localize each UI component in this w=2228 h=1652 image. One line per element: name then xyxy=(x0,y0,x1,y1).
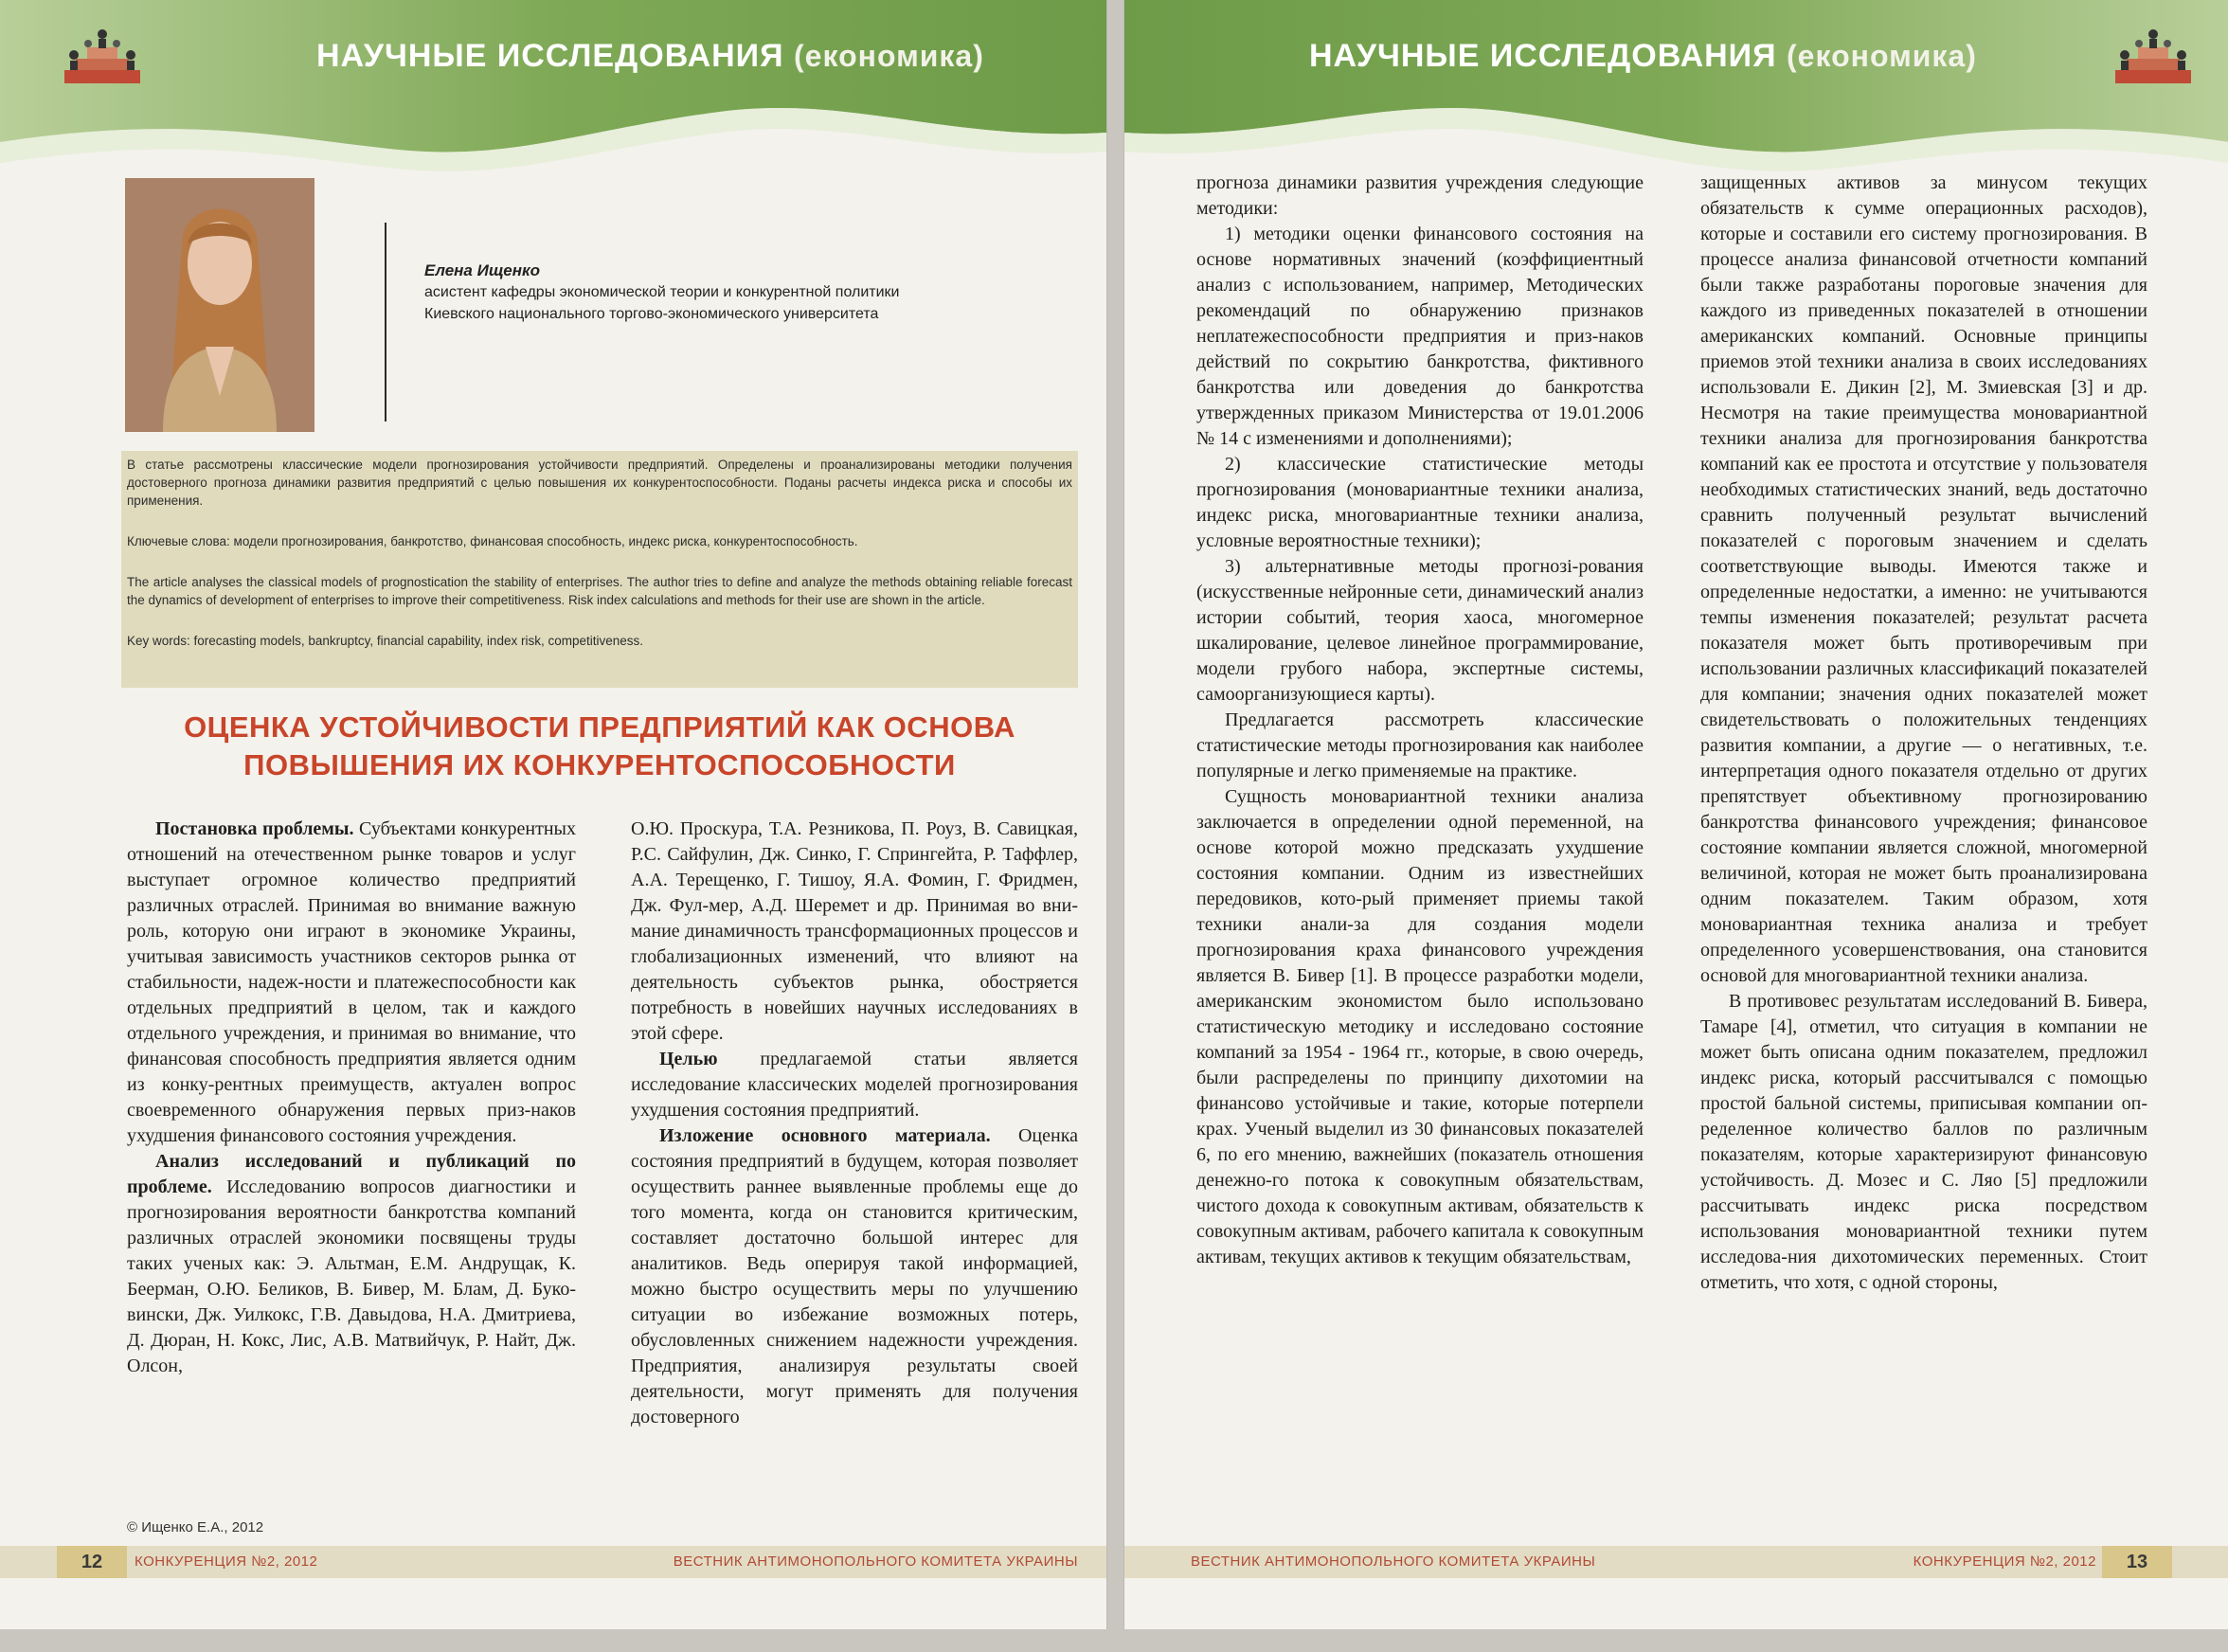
paragraph: 2) классические статистические методы прогнозирования (моновариантные техники анализа, индекс риска, многовариантные техники анализа, условные вероятностные техники); xyxy=(1196,454,1644,551)
author-photo xyxy=(125,178,314,432)
journal-name: КОНКУРЕНЦИЯ №2, 2012 xyxy=(135,1553,318,1570)
paragraph: защищенных активов за минусом текущих обязательств к сумме операционных расходов), которые и составили его систему прогнозирования. В процессе анализа финансовой отчетности компаний были также разработаны пороговые значения для каждого из приведенных показателей в отношении американских компаний. Основные принципы приемов этой техники анализа в своих исследованиях использовали Е. Дикин [2], М. Змиевская [3] и др. Несмотря на такие преимущества моновариантной техники анализа для прогнозирования банкротства компаний как ее простота и отсутствие у пользователя необходимых статистических знаний, ведь достаточно сравнить полученный результат вычислений показателей с пороговым значением и сделать соответствующие выводы. Имеются также и определенные недостатки, а именно: не учитываются темпы изменения показателей; результат расчета показателя может быть противоречивым при использовании различных классификаций показателей для компании; значения одних показателей может свидетельствовать о положительных тенденциях развития компании, а другие — о негативных, т.е. интерпретация одного показателя отдельно от других препятствует объективному прогнозированию банкротства финансового учреждения; финансовое состояние компании является сложной, многомерной величиной, которая не может быть проанализирована одним показателем. Таким образом, хотя моновариантная техника анализа и требует определенного усовершенствования, она становится основой для многовариантной техники анализа. xyxy=(1700,172,2147,986)
section-subtitle: (економика) xyxy=(794,39,984,73)
logo-icon xyxy=(2106,17,2201,102)
article-title-line2: ПОВЫШЕНИЯ ИХ КОНКУРЕНТОСПОСОБНОСТИ xyxy=(243,748,956,781)
paragraph: Постановка проблемы. Субъектами конкурентных отношений на отечественном рынке товаров и услуг выступает огромное количество предприятий различных отраслей. Принимая во внимание важную роль, которую они играют в экономике Украины, учитывая зависимость участников секторов рынка от стабильности, надеж-ности и платежеспособности как отдельных предприятий в целом, так и каждого отдельного учреждения, и принимая во внимание, что финансовая способность предприятия является одним из конку-рентных преимуществ, актуален вопрос своевременного обнаружения первых приз-наков ухудшения финансового состояния учреждения. xyxy=(127,818,576,1146)
page-number: 13 xyxy=(2102,1546,2172,1578)
logo-icon xyxy=(55,17,150,102)
paragraph-heading: Постановка проблемы. xyxy=(155,818,354,839)
right-page xyxy=(1123,0,2228,1629)
section-header xyxy=(316,38,984,75)
author-divider xyxy=(385,223,386,422)
author-position: асистент кафедры экономической теории и конкурентной политики xyxy=(424,284,900,300)
keywords-en: Key words: forecasting models, bankruptcy, financial capability, index risk, competitiveness. xyxy=(127,634,643,648)
paragraph: Анализ исследований и публикаций по проблеме. Исследованию вопросов диагностики и прогнозирования вероятности банкротства компаний различных отраслей экономики посвящены труды таких ученых как: Э. Альтман, Е.М. Андрущак, К. Беерман, О.Ю. Беликов, В. Бивер, М. Блам, Д. Буко-вински, Дж. Уилкокс, Г.В. Давыдова, Н.А. Дмитриева, Д. Дюран, Н. Кокс, Лис, А.В. Матвийчук, Р. Найт, Дж. Олсон, xyxy=(127,1151,576,1376)
text-column-2 xyxy=(631,817,1078,1430)
section-subtitle: (економика) xyxy=(1787,39,1977,73)
copyright: © Ищенко Е.А., 2012 xyxy=(127,1519,264,1535)
author-affiliation: Киевского национального торгово-экономического университета xyxy=(424,306,879,322)
header-band xyxy=(1124,0,2228,189)
page-number: 12 xyxy=(57,1546,127,1578)
abstract-ru: В статье рассмотрены классические модели прогнозирования устойчивости предприятий. Определены и проанализированы методики получения достоверного прогноза динамики развития предприятий с целью повышения их конкурентоспособности. Поданы расчеты индекса риска и способы их применения. xyxy=(127,458,1072,508)
text-column-1 xyxy=(127,817,576,1379)
text-column-4 xyxy=(1700,171,2147,1296)
paragraph: О.Ю. Проскура, Т.А. Резникова, П. Роуз, В. Савицкая, Р.С. Сайфулин, Дж. Синко, Г. Спрингейта, Р. Таффлер, А.А. Терещенко, Г. Тишоу, Я.А. Фомин, Г. Фридмен, Дж. Фул-мер, А.Д. Шеремет и др. Принимая во вни-мание динамичность трансформационных процессов и глобализационных изменений, что влияют на деятельность субъектов рынка, обостряется потребность в новейших научных исследованиях в этой сфере. xyxy=(631,818,1078,1044)
abstract-en: The article analyses the classical models of prognostication the stability of enterprises. The author tries to define and analyze the methods obtaining reliable forecast the dynamics of development of enterprises to improve their competitiveness. Risk index calculations and methods for their use are shown in the article. xyxy=(127,575,1072,607)
paragraph: Целью предлагаемой статьи является исследование классических моделей прогнозирования ухудшения состояния предприятий. xyxy=(631,1049,1078,1121)
publisher-name: ВЕСТНИК АНТИМОНОПОЛЬНОГО КОМИТЕТА УКРАИНЫ xyxy=(673,1553,1078,1570)
paragraph: Сущность моновариантной техники анализа заключается в определении одной переменной, на основе которой можно предсказать ухудшение состояния компании. Одним из известнейших передовиков, кото-рый применяет приемы такой техники анали-за для создания модели прогнозирования краха финансового учреждения является В. Бивер [1]. В процессе разработки модели, американским экономистом было использовано статистическую методику и исследовано состояние компаний за 1954 - 1964 гг., которые, в свою очередь, были распределены по принципу дихотомии на финансово устойчивые и такие, которые потерпели крах. Ученый выделил из 30 финансовых показателей 6, по его мнению, важнейших (показатель отношения денежно-го потока к совокупным обязательствам, чистого дохода к совокупным активам, обязательств к совокупным активам, рабочего капитала к совокупным активам, текущих активов к текущим обязательствам, xyxy=(1196,786,1644,1267)
paragraph: Изложение основного материала. Оценка состояния предприятий в будущем, которая позволяет осуществить раннее выявленные проблемы еще до того момента, когда он становится критическим, составляет достаточно большой интерес для аналитиков. Ведь оперируя такой информацией, можно быстро осуществить меры по улучшению ситуации во избежание возможных потерь, обусловленных снижением надежности учреждения. Предприятия, анализируя результаты своей деятельности, могут применять для получения достоверного xyxy=(631,1125,1078,1428)
paragraph-heading: Анализ исследований и публикаций по проблеме. xyxy=(127,1151,576,1197)
article-title xyxy=(121,709,1078,784)
page-footer xyxy=(0,1546,1106,1584)
abstract-box xyxy=(121,451,1078,688)
paragraph-heading: Изложение основного материала. xyxy=(659,1125,991,1146)
keywords-ru: Ключевые слова: модели прогнозирования, банкротство, финансовая способность, индекс риска, конкурентоспособность. xyxy=(127,534,858,548)
journal-name: КОНКУРЕНЦИЯ №2, 2012 xyxy=(1913,1553,2096,1570)
article-title-line1: ОЦЕНКА УСТОЙЧИВОСТИ ПРЕДПРИЯТИЙ КАК ОСНОВА xyxy=(184,710,1015,744)
section-title: НАУЧНЫЕ ИССЛЕДОВАНИЯ xyxy=(316,38,784,74)
author-name: Елена Ищенко xyxy=(424,261,541,279)
paragraph: прогноза динамики развития учреждения следующие методики: xyxy=(1196,172,1644,219)
text-column-3 xyxy=(1196,171,1644,1270)
publisher-name: ВЕСТНИК АНТИМОНОПОЛЬНОГО КОМИТЕТА УКРАИНЫ xyxy=(1191,1553,1596,1570)
header-band xyxy=(0,0,1106,189)
author-info xyxy=(424,260,899,325)
paragraph-heading: Целью xyxy=(659,1049,718,1069)
section-title: НАУЧНЫЕ ИССЛЕДОВАНИЯ xyxy=(1309,38,1777,74)
paragraph: 1) методики оценки финансового состояния на основе нормативных значений (коэффициентный анализ с использованием, например, Методических рекомендаций по обнаружению признаков неплатежеспособности предприятия и приз-наков действий по сокрытию банкротства, фиктивного банкротства или доведения до банкротства утвержденных приказом Министерства от 19.01.2006 № 14 с изменениями и дополнениями); xyxy=(1196,224,1644,449)
left-page xyxy=(0,0,1107,1629)
section-header xyxy=(1309,38,1977,75)
paragraph: Предлагается рассмотреть классические статистические методы прогнозирования как наиболее популярные и легко применяемые на практике. xyxy=(1196,709,1644,781)
paragraph: В противовес результатам исследований В. Бивера, Тамаре [4], отметил, что ситуация в компании не может быть описана одним показателем, предложил индекс риска, который рассчитывался с помощью простой бальной системы, приписывая компании оп-ределенное количество баллов по различным показателям, которые характеризируют финансовую устойчивость. Д. Мозес и С. Ляо [5] предложили рассчитывать индекс риска посредством использования моновариантной техники путем исследова-ния дихотомических переменных. Стоит отметить, что хотя, с одной стороны, xyxy=(1700,991,2147,1293)
page-footer xyxy=(1124,1546,2228,1584)
paragraph: 3) альтернативные методы прогнозі-рования (искусственные нейронные сети, динамический анализ истории событий, теория хаоса, многомерное шкалирование, целевое линейное программирование, модели грубого набора, экспертные системы, самоорганизующиеся карты). xyxy=(1196,556,1644,705)
